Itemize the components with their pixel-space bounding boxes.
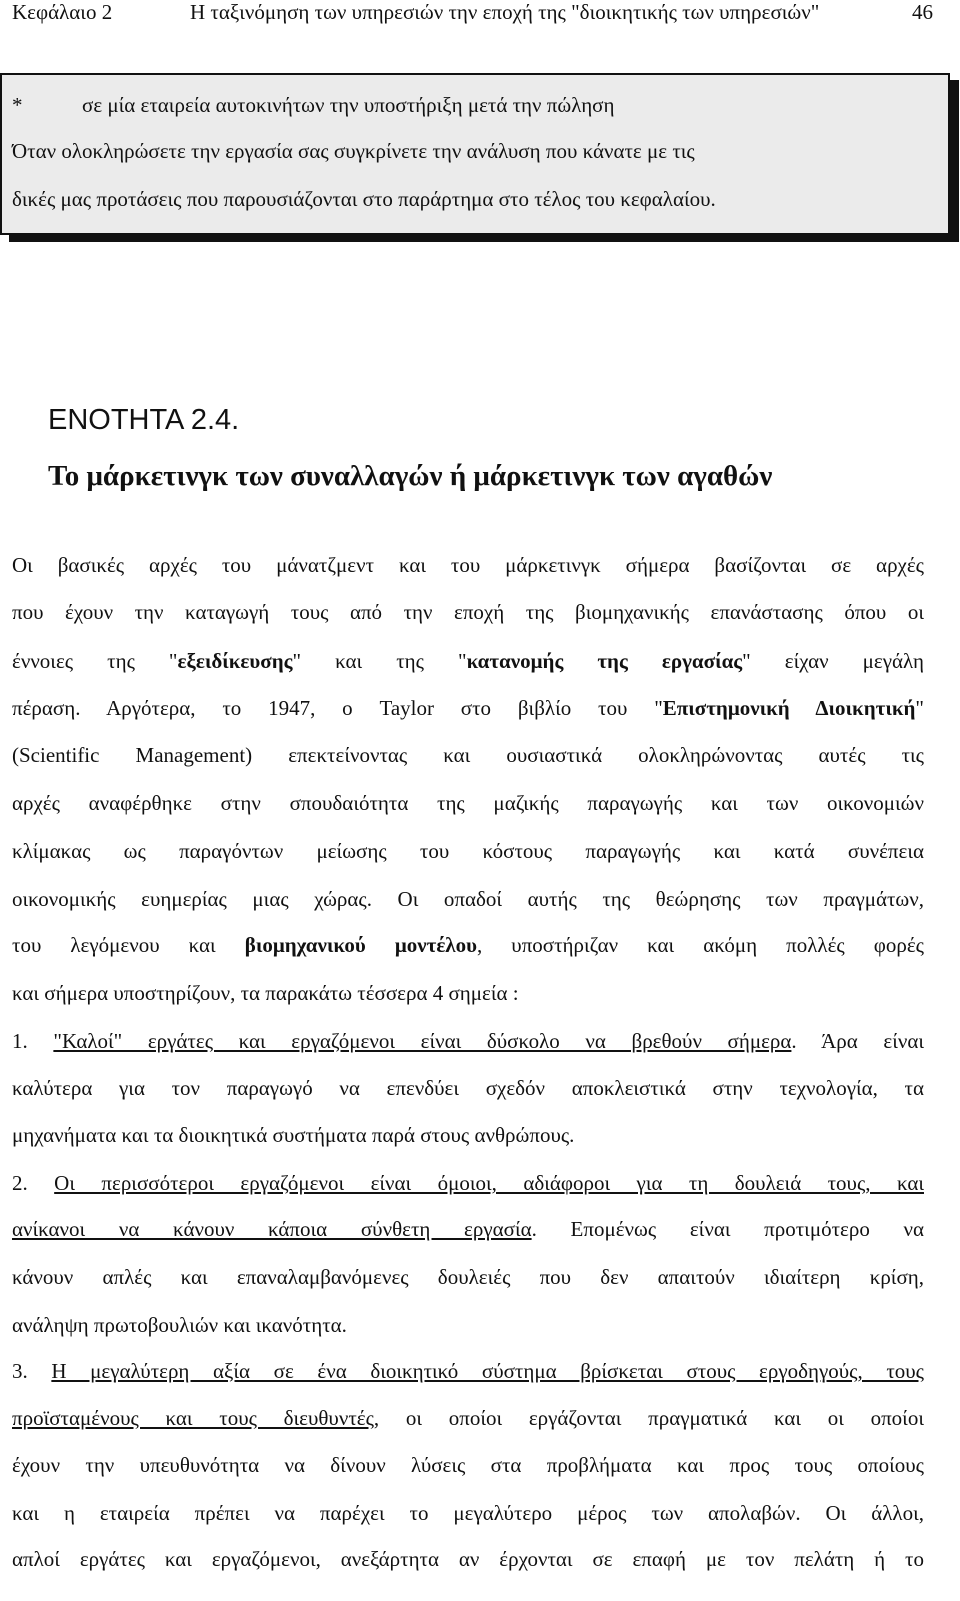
- text-line: αρχές αναφέρθηκε στην σπουδαιότητα της μαζικής παραγωγής και των οικονομιών: [12, 791, 924, 815]
- text-line: ανάληψη πρωτοβουλιών και ικανότητα.: [12, 1313, 347, 1337]
- underlined-claim: Οι περισσότεροι εργαζόμενοι είναι όμοιοι, αδιάφοροι για τη δουλειά τους, και: [54, 1171, 924, 1195]
- text-line: Οι βασικές αρχές του μάνατζμεντ και του μάρκετινγκ σήμερα βασίζονται σε αρχές: [12, 553, 924, 577]
- box-line-2: Όταν ολοκληρώσετε την εργασία σας συγκρίνετε την ανάλυση που κάνατε με τις: [12, 139, 695, 163]
- text-line: κλίμακας ως παραγόντων μείωσης του κόστους παραγωγής και κατά συνέπεια: [12, 839, 924, 863]
- box-line-1: σε μία εταιρεία αυτοκινήτων την υποστήριξη μετά την πώληση: [82, 93, 615, 117]
- text-line: ανίκανοι να κάνουν κάποια σύνθετη εργασία. Επομένως είναι προτιμότερο να: [12, 1217, 925, 1241]
- exercise-box: [0, 73, 950, 235]
- page-header: [0, 0, 960, 30]
- text-line: που έχουν την καταγωγή τους από την εποχή της βιομηχανικής επανάστασης όπου οι: [12, 600, 924, 624]
- text-line: και σήμερα υποστηρίζουν, τα παρακάτω τέσσερα 4 σημεία :: [12, 981, 519, 1005]
- list-item-2: 2. Οι περισσότεροι εργαζόμενοι είναι όμοιοι, αδιάφοροι για τη δουλειά τους, και: [12, 1171, 924, 1195]
- list-item-1: 1. "Καλοί" εργάτες και εργαζόμενοι είναι δύσκολο να βρεθούν σήμερα. Άρα είναι: [12, 1029, 925, 1053]
- bold-term: Επιστημονική Διοικητική: [662, 696, 916, 720]
- text-line: έχουν την υπευθυνότητα να δίνουν λύσεις στα προβλήματα και προς τους οποίους: [12, 1453, 924, 1477]
- text-line: έννοιες της "εξειδίκευσης" και της "κατανομής της εργασίας" είχαν μεγάλη: [12, 649, 925, 673]
- text-line: οικονομικής ευημερίας μιας χώρας. Οι οπαδοί αυτής της θεώρησης των πραγμάτων,: [12, 887, 924, 911]
- underlined-claim: Η μεγαλύτερη αξία σε ένα διοικητικό σύστημα βρίσκεται στους εργοδηγούς, τους: [51, 1359, 924, 1383]
- chapter-label: Κεφάλαιο 2: [12, 0, 113, 24]
- underlined-claim: "Καλοί" εργάτες και εργαζόμενοι είναι δύσκολο να βρεθούν σήμερα: [53, 1029, 792, 1053]
- bold-term: κατανομής της εργασίας: [466, 649, 743, 673]
- header-title: Η ταξινόμηση των υπηρεσιών την εποχή της "διοικητικής των υπηρεσιών": [190, 0, 820, 24]
- bold-term: εξειδίκευσης: [177, 649, 293, 673]
- text-line: πέραση. Αργότερα, το 1947, ο Taylor στο βιβλίο του "Επιστημονική Διοικητική": [12, 696, 924, 720]
- text-line: κάνουν απλές και επαναλαμβανόμενες δουλειές που δεν απαιτούν ιδιαίτερη κρίση,: [12, 1265, 924, 1289]
- text-line: (Scientific Management) επεκτείνοντας και ουσιαστικά ολοκληρώνοντας αυτές τις: [12, 743, 924, 767]
- text-line: καλύτερα για τον παραγωγό να επενδύει σχεδόν αποκλειστικά στην τεχνολογία, τα: [12, 1076, 924, 1100]
- page-number: 46: [912, 0, 933, 24]
- text-line: απλοί εργάτες και εργαζόμενοι, ανεξάρτητα αν έρχονται σε επαφή με τον πελάτη ή το: [12, 1547, 924, 1571]
- list-item-3: 3. Η μεγαλύτερη αξία σε ένα διοικητικό σύστημα βρίσκεται στους εργοδηγούς, τους: [12, 1359, 924, 1383]
- underlined-claim: προϊσταμένους και τους διευθυντές: [12, 1406, 374, 1430]
- box-line-3: δικές μας προτάσεις που παρουσιάζονται στο παράρτημα στο τέλος του κεφαλαίου.: [12, 187, 716, 211]
- text-line: προϊσταμένους και τους διευθυντές, οι οποίοι εργάζονται πραγματικά και οι οποίοι: [12, 1406, 924, 1430]
- section-title: Το μάρκετινγκ των συναλλαγών ή μάρκετινγκ των αγαθών: [48, 460, 773, 492]
- text-line: μηχανήματα και τα διοικητικά συστήματα παρά στους ανθρώπους.: [12, 1123, 575, 1147]
- text-line: του λεγόμενου και βιομηχανικού μοντέλου, υποστήριζαν και ακόμη πολλές φορές: [12, 933, 924, 957]
- section-number: ΕΝΟΤΗΤΑ 2.4.: [48, 404, 240, 436]
- text-line: και η εταιρεία πρέπει να παρέχει το μεγαλύτερο μέρος των απολαβών. Οι άλλοι,: [12, 1501, 924, 1525]
- box-bullet: *: [12, 93, 23, 117]
- bold-term: βιομηχανικού μοντέλου: [244, 933, 478, 957]
- underlined-claim: ανίκανοι να κάνουν κάποια σύνθετη εργασία: [12, 1217, 532, 1241]
